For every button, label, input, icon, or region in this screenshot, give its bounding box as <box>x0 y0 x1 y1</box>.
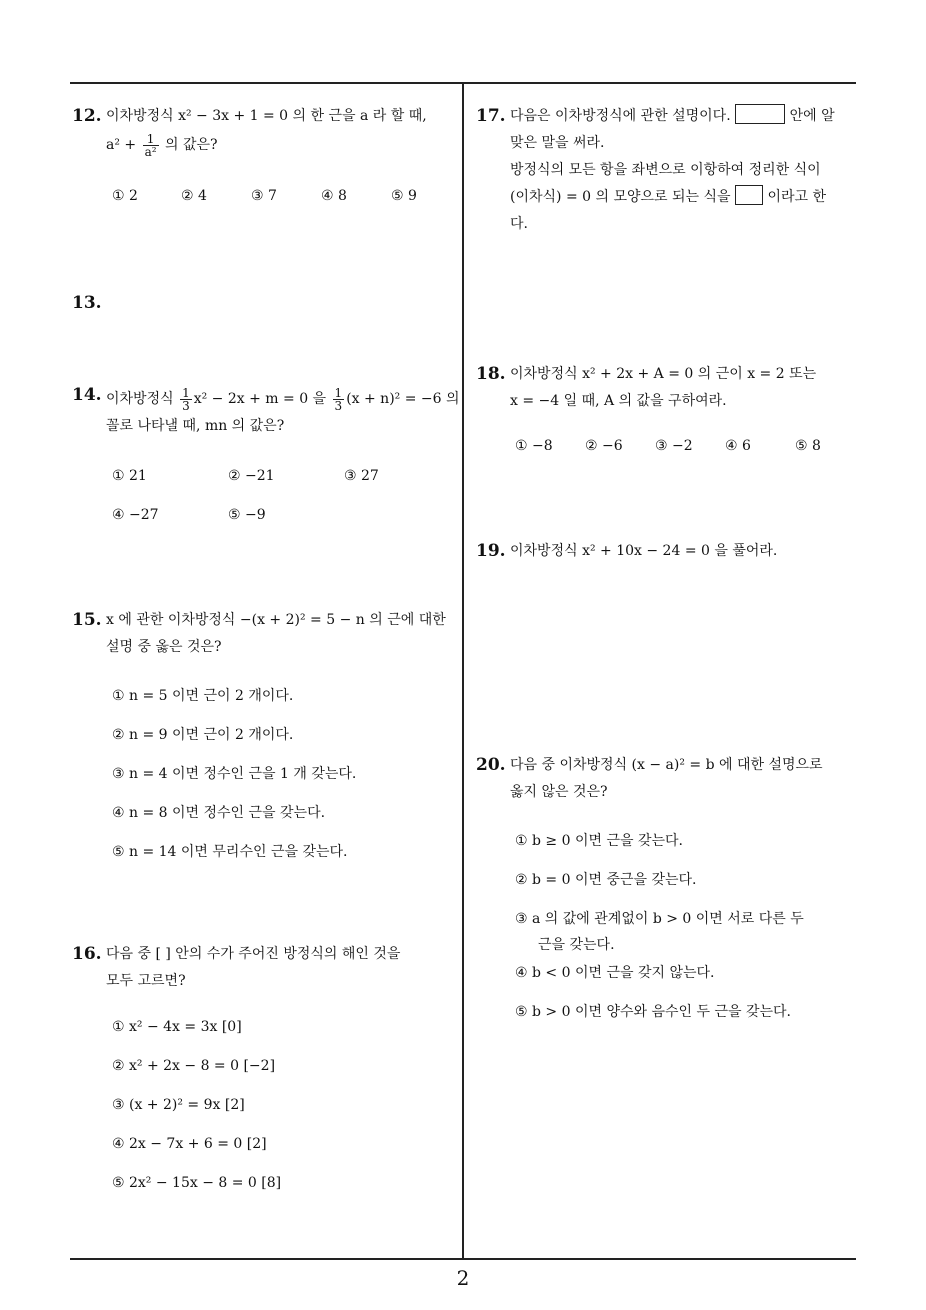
option-5[interactable]: ⑤ 2x² − 15x − 8 = 0 [8] <box>112 1175 282 1191</box>
option-3[interactable]: ③ −2 <box>655 438 693 454</box>
question-text-line1: 이차방정식 x² − 3x + 1 = 0 의 한 근을 a 라 할 때, <box>106 108 427 124</box>
question-16 <box>72 941 456 995</box>
fraction: $\frac{1}{3}$ <box>182 385 190 413</box>
question-text-line2: 모두 고르면? <box>106 973 186 989</box>
question-15 <box>72 607 456 661</box>
fraction: $\frac{1}{3}$ <box>334 385 343 413</box>
option-4[interactable]: ④ 8 <box>321 188 347 204</box>
option-2[interactable]: ② 4 <box>181 188 207 204</box>
question-text-line1: 이차방정식 x² + 10x − 24 = 0 을 풀어라. <box>510 543 778 559</box>
question-number: 20. <box>476 755 506 775</box>
expr: a² + <box>106 137 137 153</box>
question-number: 17. <box>476 106 506 126</box>
question-text-line1: 다음 중 [ ] 안의 수가 주어진 방정식의 해인 것을 <box>106 946 401 962</box>
option-3[interactable]: ③ 27 <box>344 468 379 484</box>
answer-blank[interactable] <box>735 104 785 124</box>
question-17 <box>476 103 860 238</box>
option-5[interactable]: ⑤ −9 <box>228 507 266 523</box>
option-5[interactable]: ⑤ 9 <box>391 188 417 204</box>
question-text-line4 <box>510 184 860 211</box>
question-20 <box>476 752 860 806</box>
question-number: 16. <box>72 944 102 964</box>
option-3[interactable]: ③ n = 4 이면 정수인 근을 1 개 갖는다. <box>112 766 357 782</box>
option-3[interactable]: ③ a 의 값에 관계없이 b > 0 이면 서로 다른 두 <box>515 911 804 927</box>
question-number: 15. <box>72 610 102 630</box>
option-4[interactable]: ④ 6 <box>725 438 751 454</box>
option-2[interactable]: ② −21 <box>228 468 275 484</box>
question-text-line1 <box>510 103 860 130</box>
question-number: 13. <box>72 293 102 313</box>
option-1[interactable]: ① 21 <box>112 468 147 484</box>
option-1[interactable]: ① x² − 4x = 3x [0] <box>112 1019 242 1035</box>
option-1[interactable]: ① b ≥ 0 이면 근을 갖는다. <box>515 833 683 849</box>
option-4[interactable]: ④ −27 <box>112 507 159 523</box>
option-3[interactable]: ③ (x + 2)² = 9x [2] <box>112 1097 245 1113</box>
question-number: 19. <box>476 541 506 561</box>
text: 다음은 이차방정식에 관한 설명이다. <box>510 108 731 124</box>
option-5[interactable]: ⑤ b > 0 이면 양수와 음수인 두 근을 갖는다. <box>515 1004 791 1020</box>
option-5[interactable]: ⑤ n = 14 이면 무리수인 근을 갖는다. <box>112 844 348 860</box>
option-5[interactable]: ⑤ 8 <box>795 438 821 454</box>
option-2[interactable]: ② n = 9 이면 근이 2 개이다. <box>112 727 294 743</box>
text: 안에 알 <box>789 108 835 124</box>
option-4[interactable]: ④ 2x − 7x + 6 = 0 [2] <box>112 1136 267 1152</box>
question-text-line2: 꼴로 나타낼 때, mn 의 값은? <box>106 418 285 434</box>
option-1[interactable]: ① −8 <box>515 438 553 454</box>
expr-tail: 의 값은? <box>165 137 218 153</box>
question-text-line1 <box>106 386 458 413</box>
option-2[interactable]: ② x² + 2x − 8 = 0 [−2] <box>112 1058 276 1074</box>
option-2[interactable]: ② b = 0 이면 중근을 갖는다. <box>515 872 697 888</box>
question-text-line2: x = −4 일 때, A 의 값을 구하여라. <box>510 393 727 409</box>
question-text-line1: 이차방정식 x² + 2x + A = 0 의 근이 x = 2 또는 <box>510 366 817 382</box>
question-text-line2: 설명 중 옳은 것은? <box>106 639 222 655</box>
question-number: 18. <box>476 364 506 384</box>
text: 이라고 한 <box>767 189 827 205</box>
option-3[interactable]: ③ 7 <box>251 188 277 204</box>
question-19 <box>476 538 860 565</box>
option-1[interactable]: ① 2 <box>112 188 138 204</box>
text: (x + n)² = −6 의 <box>346 391 460 407</box>
question-text-line5: 다. <box>510 216 528 232</box>
page-number: 2 <box>456 1266 470 1290</box>
option-4[interactable]: ④ b < 0 이면 근을 갖지 않는다. <box>515 965 715 981</box>
answer-blank[interactable] <box>735 185 763 205</box>
question-number: 12. <box>72 106 102 126</box>
fraction: $\frac{1}{\text{a²}}$ <box>144 131 157 159</box>
text: x² − 2x + m = 0 을 <box>193 391 327 407</box>
option-4[interactable]: ④ n = 8 이면 정수인 근을 갖는다. <box>112 805 326 821</box>
option-1[interactable]: ① n = 5 이면 근이 2 개이다. <box>112 688 294 704</box>
question-text-line2: 옳지 않은 것은? <box>510 784 608 800</box>
question-text-line3: 방정식의 모든 항을 좌변으로 이항하여 정리한 식이 <box>510 162 821 178</box>
text: (이차식) = 0 의 모양으로 되는 식을 <box>510 189 731 205</box>
text: 이차방정식 <box>106 391 174 407</box>
question-text-line2: 맞은 말을 써라. <box>510 135 605 151</box>
column-divider <box>462 83 464 1259</box>
option-3-continued: 근을 갖는다. <box>538 937 615 953</box>
option-2[interactable]: ② −6 <box>585 438 623 454</box>
question-text-line2 <box>106 132 456 159</box>
question-text-line1: x 에 관한 이차방정식 −(x + 2)² = 5 − n 의 근에 대한 <box>106 612 446 628</box>
question-18 <box>476 361 860 415</box>
question-number: 14. <box>72 385 102 405</box>
question-14 <box>72 385 460 440</box>
question-text-line1: 다음 중 이차방정식 (x − a)² = b 에 대한 설명으로 <box>510 757 823 773</box>
bottom-rule <box>70 1258 856 1260</box>
question-12 <box>72 103 456 159</box>
